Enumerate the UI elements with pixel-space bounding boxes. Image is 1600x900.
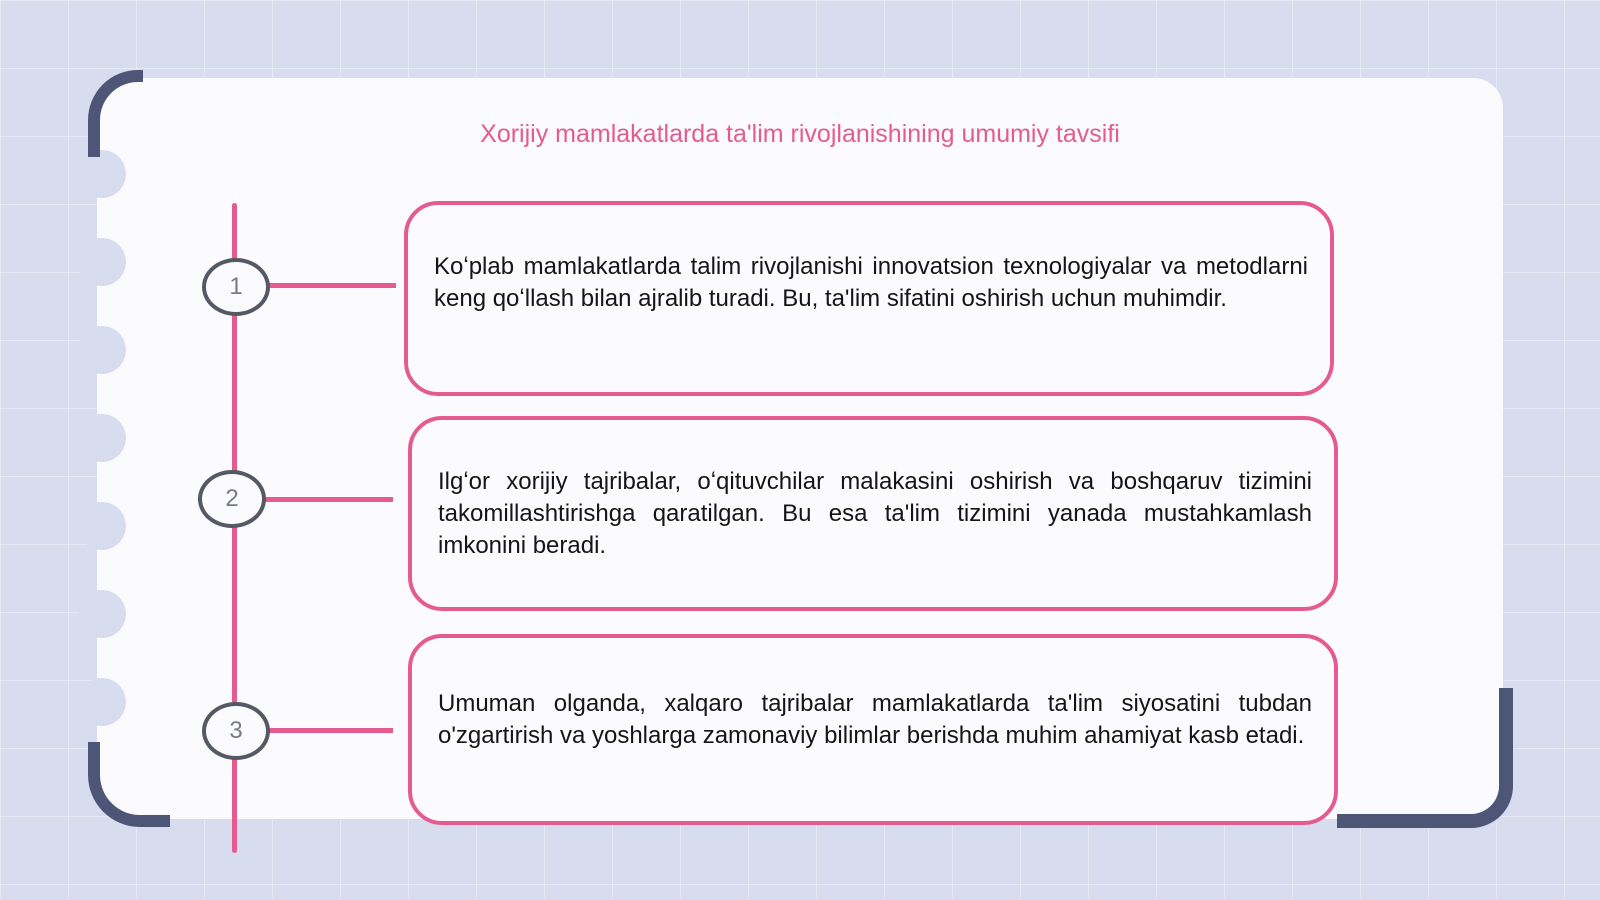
scallop-decoration — [78, 678, 126, 726]
step-number-badge-3: 3 — [202, 702, 270, 760]
corner-bracket-bottom-right — [1337, 688, 1513, 828]
slide-title: Xorijiy mamlakatlarda ta'lim rivojlanishining umumiy tavsifi — [480, 120, 1120, 148]
step-number-badge-1: 1 — [202, 258, 270, 316]
step-connector-1 — [268, 283, 396, 288]
step-connector-3 — [268, 728, 393, 733]
corner-bracket-top-left — [88, 70, 143, 157]
step-card-1 — [404, 201, 1334, 396]
step-connector-2 — [264, 497, 393, 502]
corner-bracket-bottom-left — [88, 742, 170, 827]
scallop-decoration — [78, 590, 126, 638]
scallop-decoration — [78, 238, 126, 286]
step-number-badge-2: 2 — [198, 470, 266, 528]
step-text-2: Ilgʻor xorijiy tajribalar, oʻqituvchilar malakasini oshirish va boshqaruv tizimini takomillashtirishga qaratilgan. Bu esa ta'lim tizimini yanada mustahkamlash imkonini beradi. — [438, 468, 1312, 559]
scallop-decoration — [78, 326, 126, 374]
scallop-decoration — [78, 150, 126, 198]
scallop-decoration — [78, 414, 126, 462]
step-text-1: Koʻplab mamlakatlarda talim rivojlanishi innovatsion texnologiyalar va metodlarni keng qoʻllash bilan ajralib turadi. Bu, ta'lim sifatini oshirish uchun muhimdir. — [434, 253, 1308, 312]
scallop-decoration — [78, 502, 126, 550]
step-text-3: Umuman olganda, xalqaro tajribalar mamlakatlarda ta'lim siyosatini tubdan o'zgartirish va yoshlarga zamonaviy bilimlar berishda muhim ahamiyat kasb etadi. — [438, 690, 1312, 749]
step-card-2 — [408, 416, 1338, 611]
step-card-3 — [408, 634, 1338, 825]
